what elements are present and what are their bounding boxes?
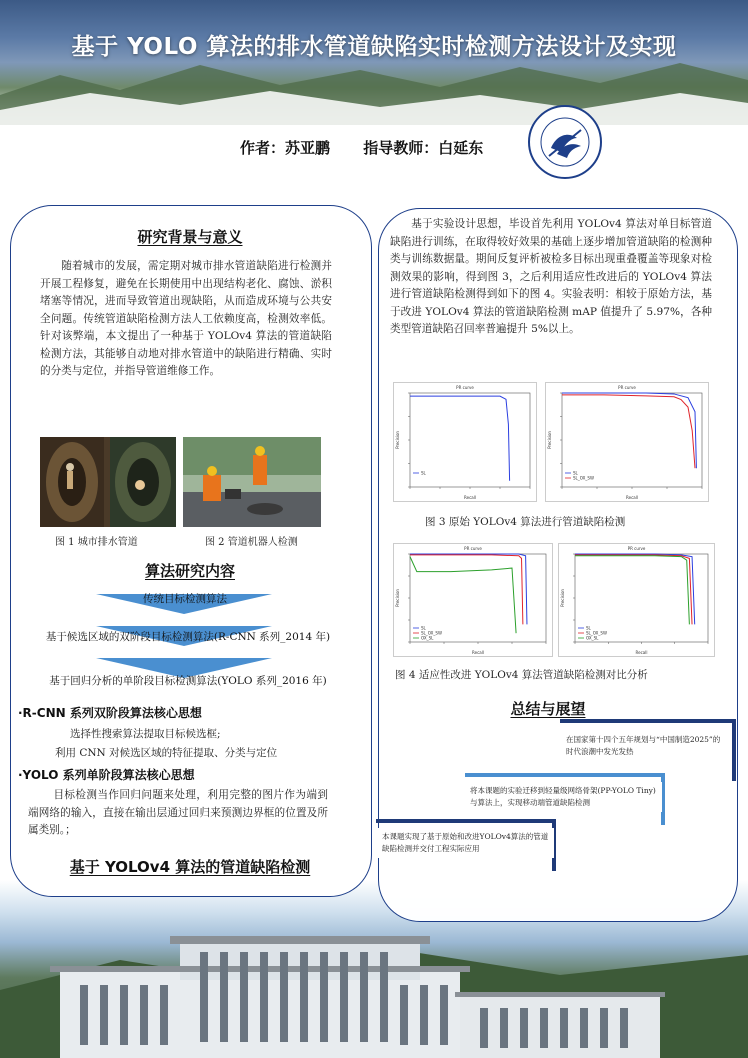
- legend-label: OX_SL: [586, 635, 599, 641]
- x-axis-label: Recall: [472, 650, 484, 655]
- figure-3-caption: 图 3 原始 YOLOv4 算法进行管道缺陷检测: [425, 516, 626, 528]
- x-axis-label: Recall: [464, 495, 476, 500]
- pr-chart-2-plot: [546, 383, 708, 501]
- poster-title: 基于 YOLO 算法的排水管道缺陷实时检测方法设计及实现: [71, 34, 677, 60]
- chart-frame: [562, 393, 702, 487]
- pipe-robot-photo: [183, 437, 321, 527]
- legend-label: SL: [586, 625, 591, 631]
- legend-label: SL: [421, 625, 426, 631]
- section-summary-title: 总结与展望: [510, 700, 586, 718]
- pr-chart-3-plot: [394, 544, 552, 656]
- advisor-name: 指导教师：白延东: [363, 139, 484, 157]
- legend-label: SL_OX_SW: [421, 630, 442, 636]
- figure-1-caption: 图 1 城市排水管道: [55, 537, 138, 548]
- sewer-pipe-photo: [40, 437, 176, 527]
- section-algorithm-title: 算法研究内容: [144, 562, 235, 580]
- series-line-SL_OX_SW: [575, 555, 692, 625]
- series-line-OX_SL: [575, 556, 689, 625]
- legend-label: SL_OX_SW: [586, 630, 607, 636]
- figure-4-caption: 图 4 适应性改进 YOLOv4 算法管道缺陷检测对比分析: [395, 669, 648, 681]
- series-line-OX_SL: [410, 557, 516, 634]
- section-background-title: 研究背景与意义: [137, 228, 243, 246]
- pr-chart-4-title: PR curve: [627, 546, 646, 551]
- yolo-core-idea-heading: ·YOLO 系列单阶段算法核心思想: [18, 768, 195, 782]
- pr-chart-3: [393, 543, 553, 657]
- legend-label: SL: [421, 470, 426, 476]
- figure-2-caption: 图 2 管道机器人检测: [205, 537, 298, 548]
- box-1-right-border: [732, 719, 736, 781]
- series-line-SL: [575, 554, 695, 624]
- pr-chart-1-plot: [394, 383, 536, 501]
- summary-box-3: 本课题实现了基于原始和改进YOLOv4算法的管道缺陷检测并交付工程实际应用: [378, 828, 554, 858]
- series-line-SL_OX_SW: [410, 555, 523, 625]
- traditional-detection-label: 传统目标检测算法: [143, 593, 227, 605]
- pr-chart-4: [558, 543, 715, 657]
- y-axis-label: Precision: [547, 431, 552, 449]
- y-axis-label: Precision: [395, 589, 400, 607]
- summary-box-1: 在国家第十四个五年规划与“中国制造2025”的时代浪潮中发光发热: [562, 731, 730, 761]
- yolo-series-label: 基于回归分析的单阶段目标检测算法(YOLO 系列_2016 年): [49, 675, 327, 687]
- legend-label: SL_OX_SW: [573, 475, 594, 481]
- pr-chart-2: [545, 382, 709, 502]
- box-2-top-border: [465, 773, 665, 777]
- series-line-SL: [410, 396, 510, 481]
- series-line-SL: [410, 554, 527, 624]
- mountain-silhouette: [0, 55, 748, 125]
- pr-chart-1: [393, 382, 537, 502]
- summary-box-2: 将本课题的实验迁移到轻量级网络骨架(PP-YOLO Tiny)与算法上，实现移动端管道缺陷检测: [466, 782, 662, 812]
- rcnn-core-idea-heading: ·R-CNN 系列双阶段算法核心思想: [18, 706, 202, 720]
- y-axis-label: Precision: [560, 589, 565, 607]
- x-axis-label: Recall: [626, 495, 638, 500]
- background-paragraph: 随着城市的发展，需定期对城市排水管道缺陷进行检测并开展工程修复，避免在长期使用中出现结构老化、腐蚀、淤积堵塞等情况，进而导致管道出现缺陷，从而造成环境与公共安全问题。传统管道缺陷检测方法人工依赖度高，检测效率低。针对该弊端，本文提出了一种基于 YOLOv4 算法的管道缺陷检测方法，其能够自动地对排水管道中的缺陷进行精确、实时的分类与定位，并指导管道维修工作。: [40, 260, 332, 377]
- yolo-idea-paragraph: 目标检测当作回归问题来处理，利用完整的图片作为端到端网络的输入，直接在输出层通过回归来预测边界框的位置及所属类别。；: [28, 789, 328, 836]
- section-yolov4-title: 基于 YOLOv4 算法的管道缺陷检测: [69, 858, 311, 876]
- experiment-paragraph: 基于实验设计思想，毕设首先利用 YOLOv4 算法对单目标管道缺陷进行训练，在取得较好效果的基础上逐步增加管道缺陷的检测种类与训练数据量。期间反复评析被检多目标出现重叠覆盖等现象对检测效果的影响，得到图 3，之后利用适应性改进后的 YOLOv4 算法进行管道缺陷检测得到如下的图 4。实验表明：相较于原始方法，基于改进 YOLOv4 算法的管道缺陷检测 mAP 值提升了 5.97%，各种类型管道缺陷召回率普遍提升 5%以上。: [390, 218, 712, 335]
- rcnn-idea-line-2: 利用 CNN 对候选区域的特征提取、分类与定位: [55, 747, 278, 759]
- box-3-top-border: [376, 819, 556, 823]
- university-seal-icon: [527, 104, 603, 180]
- rcnn-series-label: 基于候选区域的双阶段目标检测算法(R-CNN 系列_2014 年): [45, 631, 331, 643]
- rcnn-idea-line-1: 选择性搜索算法提取目标候选框;: [70, 728, 221, 740]
- legend-label: SL: [573, 470, 578, 476]
- pr-chart-2-title: PR curve: [618, 385, 636, 390]
- campus-building: [0, 930, 748, 1058]
- series-line-SL_OX_SW: [562, 395, 695, 468]
- box-1-top-border: [560, 719, 736, 723]
- chart-frame: [410, 393, 530, 487]
- pr-chart-4-plot: [559, 544, 714, 656]
- series-line-SL: [562, 393, 696, 468]
- author-name: 作者：苏亚鹏: [240, 139, 331, 157]
- y-axis-label: Precision: [395, 431, 400, 449]
- x-axis-label: Recall: [635, 650, 648, 655]
- pr-chart-1-title: PR curve: [456, 385, 474, 390]
- author-line: [240, 137, 511, 158]
- pr-chart-3-title: PR curve: [464, 546, 482, 551]
- legend-label: OX_SL: [421, 635, 434, 641]
